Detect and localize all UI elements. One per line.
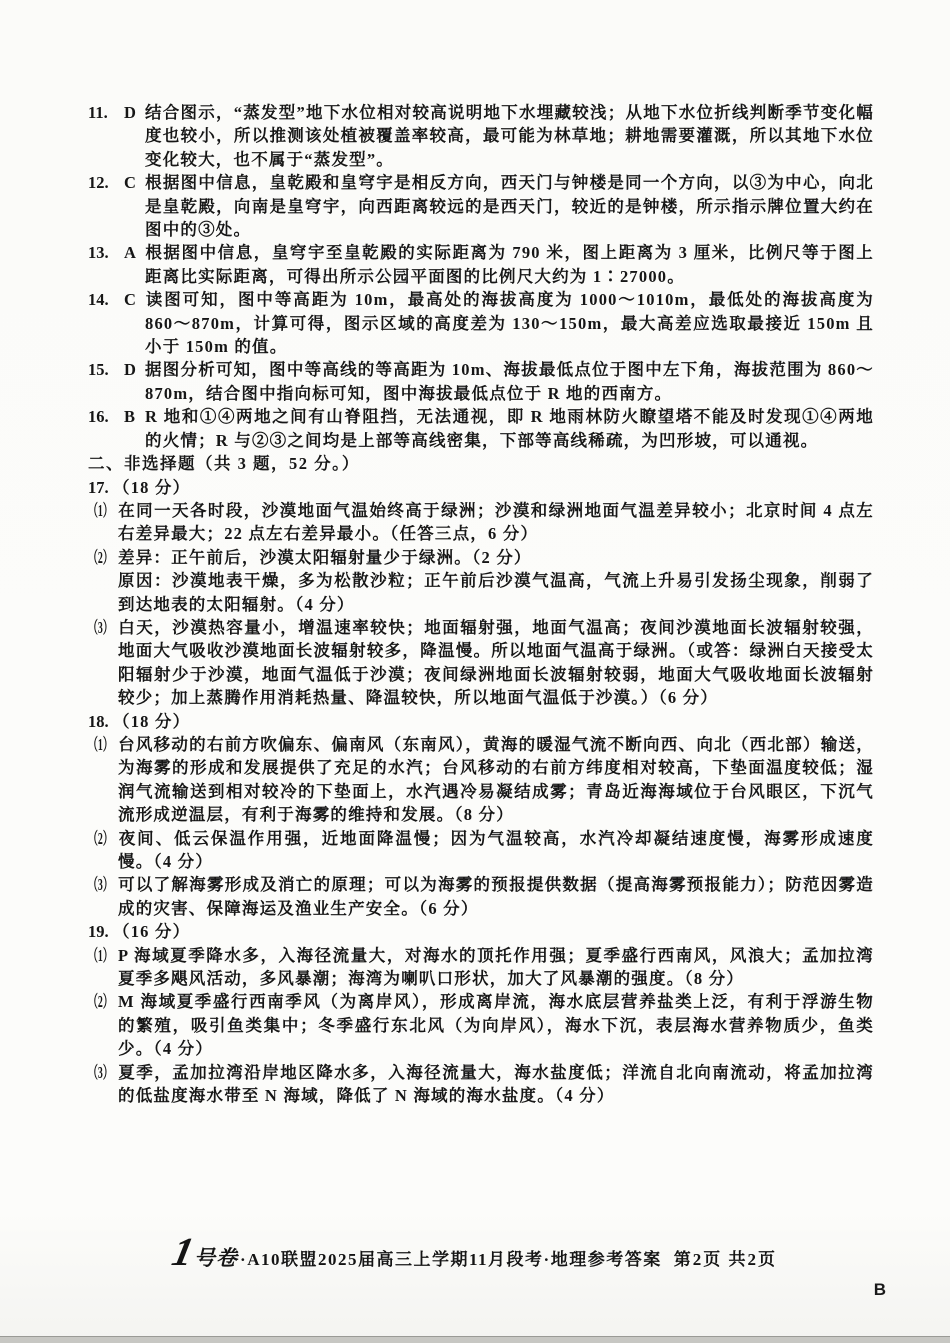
scan-bottom-edge [0,1336,950,1343]
part-label: （2） [88,547,113,567]
question-18 [88,710,874,921]
choice-answer-item-12 [88,171,874,241]
answer-letter: C [124,173,136,193]
answer-part [88,827,874,874]
question-number: 14. [88,290,109,310]
part-text: 台风移动的右前方吹偏东、偏南风（东南风），黄海的暖湿气流不断向西、向北（西北部）输送，为海雾的形成和发展提供了充足的水汽；台风移动的右前方纬度相对较高，下垫面温度较低；湿润气流输送到相对较冷的下垫面上，水汽遇冷易凝结成雾；青岛近海海域位于台风眼区，下沉气流形成逆温层，有利于海雾的维持和发展。（8 分） [118,734,874,825]
answer-explanation: 据图分析可知，图中等高线的等高距为 10m、海拔最低点位于图中左下角，海拔范围为 860～870m，结合图中指向标可知，图中海拔最低点位于 R 地的西南方。 [145,360,874,403]
part-text: 差异：正午前后，沙漠太阳辐射量少于绿洲。（2 分） [118,547,532,567]
answer-letter: D [124,360,136,380]
part-label: （3） [88,875,113,895]
logo-numeral: 1 [168,1229,198,1274]
question-number: 12. [88,173,109,193]
exam-brand-logo [168,1229,239,1274]
page-number-info: 第2页 共2页 [673,1250,777,1269]
part-text: 夏季，孟加拉湾沿岸地区降水多，入海径流量大，海水盐度低；洋流自北向南流动，将孟加拉湾的低盐度海水带至 N 海域，降低了 N 海域的海水盐度。（4 分） [118,1062,874,1106]
choice-answer-item-13 [88,241,874,288]
part-label: （1） [88,500,113,520]
answer-explanation: R 地和①④两地之间有山脊阻挡，无法通视，即 R 地雨林防火瞭望塔不能及时发现①④两地的火情；R 与②③之间均是上部等高线密集，下部等高线稀疏，为凹形坡，可以通视。 [145,407,874,450]
question-number: 13. [88,243,109,263]
answer-part [88,990,874,1060]
part-label: （2） [88,992,113,1012]
answer-explanation: 读图可知，图中等高距为 10m，最高处的海拔高度为 1000～1010m，最低处的海拔高度为 860～870m，计算可得，图示区域的高度差为 130～150m，最大高差应选取最接近 150m 且小于 150m 的值。 [145,290,874,357]
part-subtext: 原因：沙漠地表干燥，多为松散沙粒；正午前后沙漠气温高，气流上升易引发扬尘现象，削弱了到达地表的太阳辐射。（4 分） [118,571,874,614]
question-19 [88,920,874,1107]
part-text: 在同一天各时段，沙漠地面气温始终高于绿洲；沙漠和绿洲地面气温差异较小；北京时间 4 点左右差异最大；22 点左右差异最小。（任答三点，6 分） [118,500,874,544]
part-text: 可以了解海雾形成及消亡的原理；可以为海雾的预报提供数据（提高海雾预报能力）；防范因雾造成的灾害、保障海运及渔业生产安全。（6 分） [118,875,874,918]
answer-explanation: 根据图中信息，皇乾殿和皇穹宇是相反方向，西天门与钟楼是同一个方向，以③为中心，向北是皇乾殿，向南是皇穹宇，向西距离较远的是西天门，较近的是钟楼，所示指示牌位置大约在图中的③处。 [145,173,874,240]
choice-answer-item-14 [88,288,874,358]
answer-letter: A [124,243,136,263]
answer-part [88,1061,874,1108]
answer-explanation: 根据图中信息，皇穹宇至皇乾殿的实际距离为 790 米，图上距离为 3 厘米，比例尺等于图上距离比实际距离，可得出所示公园平面图的比例尺大约为 1∶27000。 [145,243,874,286]
question-header [88,920,874,943]
footer-caption: ·A10联盟2025届高三上学期11月段考·地理参考答案 [240,1250,662,1269]
answer-part [88,616,874,710]
question-header [88,710,874,733]
paper-version-label: B [873,1280,886,1299]
answer-letter: B [124,407,136,427]
part-label: （3） [88,1062,113,1082]
answer-part [88,873,874,920]
question-number: 17. [88,477,109,497]
part-label: （3） [88,617,113,637]
part-label: （1） [88,945,113,965]
answer-part [88,499,874,546]
question-number: 19. [88,922,109,942]
part-text: 白天，沙漠热容量小，增温速率较快；地面辐射强，地面气温高；夜间沙漠地面长波辐射较强，地面大气吸收沙漠地面长波辐射较多，降温慢。所以地面气温高于绿洲。（或答：绿洲白天接受太阳辐射少于沙漠，地面气温低于沙漠；夜间绿洲地面长波辐射较弱，地面大气吸收地面长波辐射较少；加上蒸腾作用消耗热量、降温较快，所以地面气温低于沙漠。）（6 分） [118,617,874,708]
question-header [88,476,874,499]
part-text: 夜间、低云保温作用强，近地面降温慢；因为气温较高，水汽冷却凝结速度慢，海雾形成速度慢。（4 分） [118,828,874,871]
question-number: 16. [88,407,109,427]
logo-suffix: 号卷 [194,1246,239,1270]
answer-part [88,944,874,991]
question-number: 11. [88,103,108,122]
part-text: M 海域夏季盛行西南季风（为离岸风），形成离岸流，海水底层营养盐类上泛，有利于浮游生物的繁殖，吸引鱼类集中；冬季盛行东北风（为向岸风），海水下沉，表层海水营养物质少，鱼类少。（4 分） [118,992,874,1059]
answer-part [88,546,874,616]
answer-explanation: 结合图示，“蒸发型”地下水位相对较高说明地下水埋藏较浅；从地下水位折线判断季节变化幅度也较小，所以推测该处植被覆盖率较高，最可能为林草地；耕地需要灌溉，所以其地下水位变化较大，也不属于“蒸发型”。 [145,103,874,169]
page-footer [0,1229,950,1274]
answer-letter: C [124,290,136,310]
answer-part [88,733,874,827]
answer-key-content [88,101,874,1107]
question-number: 18. [88,711,109,731]
question-points: （16 分） [113,922,191,942]
choice-answer-item-11 [88,101,874,171]
question-17 [88,476,874,710]
question-points: （18 分） [113,477,191,497]
choice-answer-item-16 [88,405,874,452]
question-number: 15. [88,360,109,380]
part-text: P 海域夏季降水多，入海径流量大，对海水的顶托作用强；夏季盛行西南风，风浪大；孟加拉湾夏季多飓风活动，多风暴潮；海湾为喇叭口形状，加大了风暴潮的强度。（8 分） [118,945,874,989]
part-label: （2） [88,828,113,848]
answer-letter: D [124,103,136,122]
part-label: （1） [88,734,113,754]
question-points: （18 分） [113,711,191,731]
section-heading-non-choice: 二、非选择题（共 3 题，52 分。） [88,454,360,474]
choice-answer-item-15 [88,358,874,405]
